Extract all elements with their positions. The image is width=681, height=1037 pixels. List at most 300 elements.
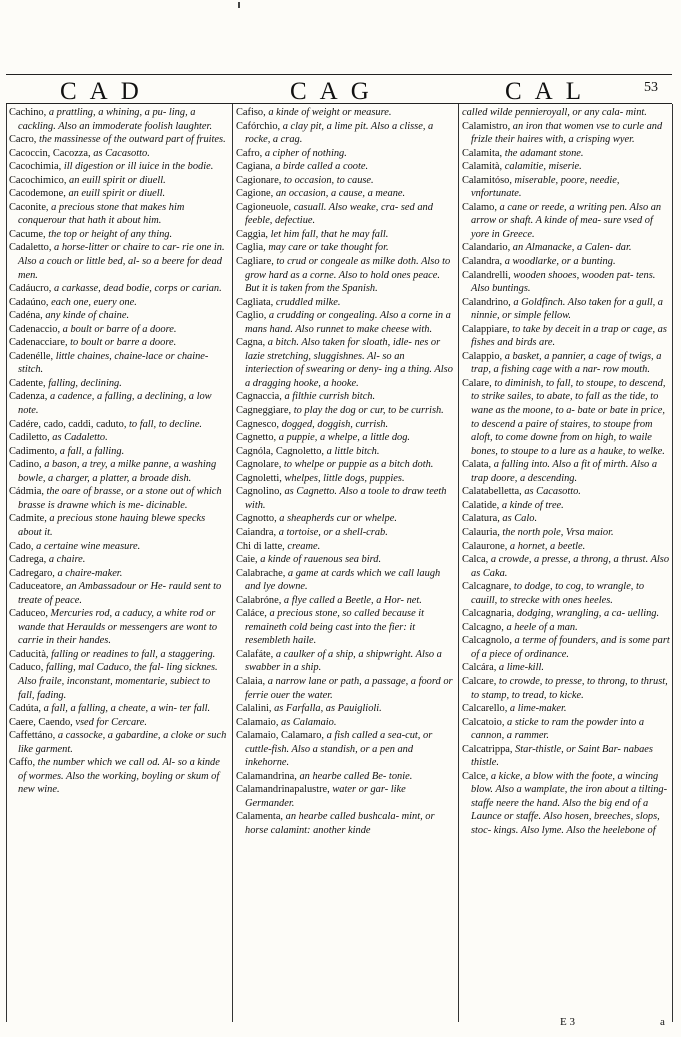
- entry-headword: Cadúta,: [9, 703, 42, 715]
- entry-definition: as Cacasotto.: [90, 147, 150, 159]
- dictionary-entry: [236, 770, 454, 784]
- entry-headword: Cagnesco,: [236, 418, 279, 430]
- dictionary-entry: [462, 661, 670, 675]
- entry-headword: Calatura,: [462, 513, 500, 525]
- dictionary-entry: [462, 607, 670, 621]
- entry-definition: a caulker of a ship, a shipwright. Also a swabber in a ship.: [245, 648, 442, 674]
- entry-headword: Calcarello,: [462, 703, 508, 715]
- dictionary-entry: [9, 418, 228, 432]
- dictionary-entry: [9, 336, 228, 350]
- entry-headword: Cadimento,: [9, 445, 58, 457]
- dictionary-entry: [462, 120, 670, 147]
- entry-headword: Calauria,: [462, 526, 500, 538]
- entry-headword: Cadmite,: [9, 513, 47, 525]
- entry-definition: a chaire.: [46, 554, 86, 566]
- entry-headword: Calcare,: [462, 675, 497, 687]
- catchword: a: [660, 1016, 665, 1028]
- entry-headword: Cacodemone,: [9, 188, 66, 200]
- entry-headword: Calandrelli,: [462, 269, 511, 281]
- dictionary-entry: [9, 390, 228, 417]
- entry-headword: Caie,: [236, 554, 258, 566]
- dictionary-entry: [462, 255, 670, 269]
- entry-definition: as Cagnetto. Also a toole to draw teeth with.: [245, 486, 447, 511]
- entry-headword: Caggia,: [236, 228, 269, 240]
- dictionary-entry: [236, 594, 454, 608]
- entry-definition: a hornet, a beetle.: [507, 540, 586, 552]
- entry-definition: the oare of brasse, or a stone out of which brasse is drawne which is me- dicinable.: [18, 486, 222, 511]
- dictionary-entry: [9, 485, 228, 512]
- entry-headword: Calcára,: [462, 662, 497, 674]
- entry-headword: Calamo,: [462, 201, 497, 213]
- entry-headword: Calcagnare,: [462, 581, 512, 593]
- entry-headword: Calamaio,: [236, 716, 279, 728]
- entry-headword: Caduceatore,: [9, 581, 64, 593]
- entry-headword: Cadrega,: [9, 554, 47, 566]
- entry-definition: the top or height of any thing.: [45, 228, 173, 240]
- column-rule-2: [458, 104, 459, 1022]
- entry-headword: Cagnolino,: [236, 486, 282, 498]
- dictionary-entry: [462, 553, 670, 580]
- dictionary-entry: [236, 160, 454, 174]
- dictionary-entry: [462, 675, 670, 702]
- entry-headword: Calce,: [462, 770, 489, 782]
- entry-headword: Cadenacciare,: [9, 337, 68, 349]
- entry-headword: Cagnotto,: [236, 513, 277, 525]
- dictionary-entry: [9, 160, 228, 174]
- entry-headword: Cadenaccio,: [9, 323, 61, 335]
- dictionary-entry: [236, 472, 454, 486]
- entry-headword: Calamandrinapalustre,: [236, 784, 330, 796]
- dictionary-entry: [462, 201, 670, 242]
- dictionary-entry: [9, 607, 228, 648]
- entry-definition: dodging, wrangling, a ca- uelling.: [514, 608, 660, 620]
- dictionary-entry: [236, 810, 454, 837]
- dictionary-entry: [462, 296, 670, 323]
- dictionary-entry: [236, 228, 454, 242]
- entry-definition: may care or take thought for.: [265, 242, 389, 254]
- entry-definition: an hearbe called bushcala- mint, or horse calamint: another kinde: [245, 811, 435, 836]
- dictionary-entry: [9, 147, 228, 161]
- entry-definition: a cadence, a falling, a declining, a low note.: [18, 391, 212, 417]
- entry-headword: Calca,: [462, 554, 489, 566]
- entry-definition: an Ambassadour or He- rauld sent to treate of peace.: [18, 581, 222, 606]
- dictionary-entry: [236, 309, 454, 336]
- entry-definition: to fall, to decline.: [126, 418, 203, 430]
- header-rule: [6, 103, 672, 104]
- dictionary-entry: [236, 390, 454, 404]
- dictionary-entry: [9, 580, 228, 607]
- entry-headword: Cadenélle,: [9, 350, 54, 362]
- entry-headword: Cagioneuole,: [236, 201, 292, 213]
- entry-definition: any kinde of chaine.: [42, 310, 130, 322]
- entry-definition: the massinesse of the outward part of fruites.: [36, 134, 226, 146]
- dictionary-entry: [462, 702, 670, 716]
- dictionary-entry: [236, 174, 454, 188]
- dictionary-entry: [9, 431, 228, 445]
- entry-definition: a fall, a falling.: [57, 445, 125, 457]
- entry-headword: Cagnóla, Cagnoletto,: [236, 445, 325, 457]
- dictionary-entry: [9, 106, 228, 133]
- dictionary-entry: [9, 648, 228, 662]
- entry-headword: Calafáte,: [236, 648, 274, 660]
- dictionary-entry: [236, 567, 454, 594]
- entry-headword: Calcatrippa,: [462, 743, 513, 755]
- entry-headword: Cadregaro,: [9, 567, 55, 579]
- entry-headword: Cachino,: [9, 107, 47, 118]
- dictionary-entry: [462, 512, 670, 526]
- entry-definition: wooden shooes, wooden pat- tens. Also buntings.: [471, 269, 656, 295]
- entry-headword: Calandario,: [462, 242, 511, 254]
- entry-headword: Calabrache,: [236, 567, 286, 579]
- dictionary-entry: [462, 269, 670, 296]
- entry-definition: an euill spirit or diuell.: [66, 174, 166, 186]
- dictionary-entry: [236, 201, 454, 228]
- entry-definition: a heele of a man.: [503, 621, 578, 633]
- entry-headword: Cafro,: [236, 147, 263, 159]
- dictionary-entry: [462, 540, 670, 554]
- entry-definition: a fall, a falling, a cheate, a win- ter fall.: [41, 703, 211, 715]
- entry-definition: a bitch. Also taken for sloath, idle- nes or lazie stretching, sluggishnes. Al- so an interiection of swearing or deny- ing a thing. Also a dragging hooke, a hooke.: [245, 337, 453, 389]
- entry-headword: Calamitóso,: [462, 174, 512, 186]
- dictionary-entry: [462, 499, 670, 513]
- entry-definition: a kinde of rauenous sea bird.: [257, 554, 382, 566]
- entry-definition: a certaine wine measure.: [33, 540, 141, 552]
- entry-headword: Cacoccin, Cacozza,: [9, 147, 91, 159]
- entry-definition: creame.: [284, 540, 321, 552]
- dictionary-entry: [9, 296, 228, 310]
- entry-definition: a precious stone hauing blewe specks about it.: [18, 513, 206, 538]
- entry-headword: Cacochimia,: [9, 161, 62, 173]
- entry-definition: a bason, a trey, a milke panne, a washing bowle, a charger, a platter, a broade dish.: [18, 459, 217, 484]
- entry-definition: falling, declining.: [45, 377, 122, 389]
- entry-headword: Cagnoletti,: [236, 472, 282, 484]
- dictionary-entry: [9, 228, 228, 242]
- entry-definition: a kicke, a blow with the foote, a wincing blow. Also a wamplate, the iron about a tilting-staffe neere the hand. Also the big end of a Launce or staffe. Also hosen, breeches, slops, stoc- kings. Also lyme. Also the heelebone of: [471, 770, 668, 836]
- entry-definition: a flye called a Beetle, a Hor- net.: [281, 594, 422, 606]
- signature-mark: E 3: [560, 1016, 575, 1028]
- entry-definition: a little bitch.: [324, 445, 380, 457]
- entry-definition: each one, euery one.: [48, 296, 137, 308]
- entry-headword: Caglio,: [236, 310, 267, 322]
- entry-definition: to play the dog or cur, to be currish.: [291, 405, 444, 417]
- entry-headword: Caducità,: [9, 648, 49, 660]
- entry-headword: Cadaúno,: [9, 296, 49, 308]
- entry-headword: Calcatoio,: [462, 716, 505, 728]
- entry-definition: let him fall, that he may fall.: [268, 228, 389, 240]
- dictionary-entry: [236, 540, 454, 554]
- entry-definition: to occasion, to cause.: [281, 174, 374, 186]
- dictionary-entry: [462, 580, 670, 607]
- entry-definition: a puppie, a whelpe, a little dog.: [276, 432, 411, 444]
- entry-definition: a woodlarke, or a bunting.: [502, 256, 616, 268]
- entry-definition: miserable, poore, needie, vnfortunate.: [471, 174, 620, 200]
- entry-headword: Caffo,: [9, 757, 36, 769]
- entry-headword: Cagnolare,: [236, 459, 282, 471]
- dictionary-entry: [236, 106, 454, 120]
- dictionary-entry: [9, 350, 228, 377]
- entry-headword: Calaurone,: [462, 540, 508, 552]
- dictionary-entry: [462, 770, 670, 838]
- entry-definition: an Almanacke, a Calen- dar.: [510, 242, 632, 254]
- entry-headword: Cagnaccia,: [236, 391, 282, 403]
- dictionary-entry: [462, 377, 670, 458]
- entry-definition: little chaines, chaine-lace or chaine-stitch.: [18, 350, 209, 376]
- entry-definition: a boult or barre of a doore.: [60, 323, 177, 335]
- dictionary-entry: [236, 648, 454, 675]
- entry-headword: Cadente,: [9, 377, 46, 389]
- entry-definition: the adamant stone.: [502, 147, 584, 159]
- entry-definition: as Cacasotto.: [521, 486, 581, 498]
- entry-headword: Cagliata,: [236, 296, 274, 308]
- dictionary-entry: [9, 458, 228, 485]
- entry-headword: Cagiana,: [236, 161, 273, 173]
- entry-definition: water or gar- like Germander.: [245, 784, 406, 809]
- entry-headword: Cado,: [9, 540, 34, 552]
- dictionary-entry: [9, 323, 228, 337]
- entry-definition: a horse-litter or chaire to car- rie one in. Also a couch or little bed, al- so a beere for dead men.: [18, 242, 225, 281]
- dictionary-entry: [236, 607, 454, 648]
- entry-definition: a cane or reede, a writing pen. Also an arrow or shaft. A kinde of mea- sure vsed of yore in Greece.: [471, 201, 662, 240]
- entry-definition: a fish called a sea-cut, or cuttle-fish. Also a standish, or a pen and inkehorne.: [245, 730, 433, 769]
- entry-definition: a chaire-maker.: [54, 567, 123, 579]
- entry-definition: a lime-kill.: [496, 662, 544, 674]
- entry-definition: a filthie currish bitch.: [281, 391, 376, 403]
- dictionary-entry: [9, 133, 228, 147]
- entry-headword: Cadiletto,: [9, 432, 50, 444]
- entry-headword: Caconite,: [9, 201, 49, 213]
- entry-definition: dogged, doggish, currish.: [279, 418, 389, 430]
- dictionary-entry: [236, 512, 454, 526]
- entry-headword: Calcagnaria,: [462, 608, 515, 620]
- dictionary-entry: [9, 241, 228, 282]
- dictionary-entry: [236, 296, 454, 310]
- dictionary-entry: [9, 540, 228, 554]
- entry-headword: Caduco,: [9, 662, 44, 674]
- dictionary-entry: [236, 255, 454, 296]
- column-rule-left: [6, 104, 7, 1022]
- entry-definition: a crudding or congealing. Also a corne in a mans hand. Also runnet to make cheese with.: [245, 310, 451, 335]
- dictionary-entry: [236, 716, 454, 730]
- entry-definition: casuall. Also weake, cra- sed and feeble, defectiue.: [245, 201, 433, 227]
- margin-mark: [238, 2, 240, 8]
- entry-definition: a sheapherds cur or whelpe.: [276, 513, 397, 525]
- entry-headword: Caláce,: [236, 608, 267, 620]
- entry-headword: Caglia,: [236, 242, 266, 254]
- entry-definition: a birde called a coote.: [272, 161, 369, 173]
- entry-headword: Chi di latte,: [236, 540, 285, 552]
- entry-definition: a tortoise, or a shell-crab.: [276, 526, 388, 538]
- entry-definition: the number which we call od. Al- so a kinde of wormes. Also the working, boyling or skum of new wine.: [18, 757, 220, 796]
- entry-definition: the north pole, Vrsa maior.: [499, 526, 614, 538]
- entry-definition: to dodge, to cog, to wrangle, to cauill, to strecke with ones heeles.: [471, 581, 645, 606]
- dictionary-entry: [236, 553, 454, 567]
- entry-definition: as Calo.: [499, 513, 538, 525]
- entry-definition: Star-thistle, or Saint Bar- nabaes thistle.: [471, 743, 653, 769]
- dictionary-entry: [236, 675, 454, 702]
- dictionary-entry: [9, 309, 228, 323]
- dictionary-entry: [236, 458, 454, 472]
- entry-definition: as Calamaio.: [278, 716, 337, 728]
- entry-headword: Caiandra,: [236, 526, 277, 538]
- entry-headword: Cacochimico,: [9, 174, 67, 186]
- top-rule: [6, 74, 672, 75]
- entry-definition: a game at cards which we call laugh and lye downe.: [245, 567, 441, 593]
- entry-headword: Calandra,: [462, 256, 503, 268]
- entry-headword: Cagneggiare,: [236, 405, 292, 417]
- entry-headword: Calandrino,: [462, 296, 511, 308]
- entry-definition: vsed for Cercare.: [72, 716, 148, 728]
- running-head-center: CAG: [290, 78, 382, 105]
- column-3: [462, 106, 670, 1016]
- entry-definition: falling, mal Caduco, the fal- ling sicknes. Also fraile, inconstant, momentarie, subiect to fall, fading.: [18, 662, 218, 701]
- entry-headword: Calamita,: [462, 147, 503, 159]
- entry-headword: Cagionare,: [236, 174, 282, 186]
- entry-headword: Calamità,: [462, 161, 503, 173]
- dictionary-entry: [236, 404, 454, 418]
- entry-definition: a basket, a pannier, a cage of twigs, a trap, a fishing cage with a nar- row mouth.: [471, 350, 662, 376]
- running-head-left: CAD: [60, 78, 152, 105]
- entry-definition: a cassocke, a gabardine, a cloke or such like garment.: [18, 730, 227, 755]
- entry-headword: Calcagnolo,: [462, 635, 512, 647]
- entry-definition: to take by deceit in a trap or cage, as fishes and birds are.: [471, 323, 667, 349]
- entry-headword: Cádmia,: [9, 486, 44, 498]
- dictionary-entry: [462, 716, 670, 743]
- dictionary-entry: [462, 106, 670, 120]
- dictionary-entry: [236, 187, 454, 201]
- dictionary-entry: [462, 485, 670, 499]
- entry-definition: a precious stone that makes him conquerour that hath it about him.: [18, 201, 185, 227]
- entry-definition: a cipher of nothing.: [262, 147, 347, 159]
- dictionary-entry: [462, 621, 670, 635]
- dictionary-entry: [9, 567, 228, 581]
- dictionary-entry: [236, 418, 454, 432]
- dictionary-entry: [462, 526, 670, 540]
- dictionary-entry: [9, 187, 228, 201]
- column-rule-1: [232, 104, 233, 1022]
- dictionary-entry: [236, 241, 454, 255]
- entry-definition: cruddled milke.: [273, 296, 341, 308]
- entry-headword: Cadáucro,: [9, 283, 52, 295]
- dictionary-entry: [462, 634, 670, 661]
- entry-definition: falling or readines to fall, a staggering.: [48, 648, 216, 660]
- dictionary-entry: [9, 445, 228, 459]
- dictionary-entry: [462, 458, 670, 485]
- dictionary-entry: [236, 485, 454, 512]
- entry-definition: a clay pit, a lime pit. Also a clisse, a rocke, a crag.: [245, 120, 434, 146]
- dictionary-entry: [9, 553, 228, 567]
- entry-definition: a Goldfinch. Also taken for a gull, a ninnie, or simple fellow.: [471, 296, 663, 322]
- entry-definition: a precious stone, so called because it remaineth cold being cast into the fier: it resembleth haile.: [245, 608, 425, 647]
- entry-headword: Cacro,: [9, 134, 37, 146]
- dictionary-entry: [462, 743, 670, 770]
- entry-definition: a prattling, a whining, a pu- ling, a cackling. Also an immoderate foolish laughter.: [18, 107, 213, 132]
- page-number: 53: [644, 80, 658, 95]
- entry-definition: a carkasse, dead bodie, corps or carian.: [51, 283, 222, 295]
- entry-definition: as Farfalla, as Pauiglioli.: [271, 703, 382, 715]
- dictionary-entry: [9, 702, 228, 716]
- entry-definition: an hearbe called Be- tonie.: [296, 770, 413, 782]
- entry-definition: a falling into. Also a fit of mirth. Also a trap doore, a descending.: [471, 459, 658, 484]
- entry-definition: a lime-maker.: [507, 703, 567, 715]
- dictionary-entry: [9, 282, 228, 296]
- entry-headword: Cafórchio,: [236, 120, 281, 132]
- dictionary-entry: [462, 160, 670, 174]
- entry-definition: ill digestion or ill iuice in the bodie.: [61, 161, 214, 173]
- dictionary-entry: [9, 377, 228, 391]
- entry-headword: Calatide,: [462, 499, 500, 511]
- entry-headword: Cadaletto,: [9, 242, 52, 254]
- column-2: [236, 106, 454, 1016]
- entry-headword: Calamandrina,: [236, 770, 297, 782]
- entry-headword: Cagna,: [236, 337, 266, 349]
- entry-definition: a kinde of weight or measure.: [265, 107, 392, 118]
- dictionary-entry: [236, 526, 454, 540]
- entry-definition: calamitie, miserie.: [502, 161, 582, 173]
- dictionary-entry: [236, 702, 454, 716]
- dictionary-entry: [236, 120, 454, 147]
- column-rule-right: [672, 104, 673, 1022]
- entry-headword: Calappiare,: [462, 323, 510, 335]
- entry-definition: called wilde pennieroyall, or any cala- mint.: [462, 107, 647, 118]
- entry-headword: Calaia,: [236, 675, 266, 687]
- entry-definition: a sticke to ram the powder into a cannon, a rammer.: [471, 716, 645, 742]
- entry-headword: Calabróne,: [236, 594, 282, 606]
- running-head-right: CAL: [505, 78, 594, 105]
- dictionary-entry: [9, 729, 228, 756]
- entry-definition: to crud or congeale as milke doth. Also to grow hard as a corne. Also to hold ones peace. But it is taken from the Spanish.: [245, 256, 451, 295]
- entry-headword: Caere, Caendo,: [9, 716, 73, 728]
- entry-headword: Cagnetto,: [236, 432, 277, 444]
- dictionary-entry: [462, 147, 670, 161]
- entry-headword: Cadenza,: [9, 391, 48, 403]
- entry-headword: Calalini,: [236, 703, 272, 715]
- entry-headword: Cadéna,: [9, 310, 43, 322]
- dictionary-entry: [236, 431, 454, 445]
- entry-headword: Cadére, cado, caddi, caduto,: [9, 418, 127, 430]
- entry-headword: Calamaio, Calamaro,: [236, 730, 325, 742]
- dictionary-entry: [236, 147, 454, 161]
- entry-headword: Caffettáno,: [9, 730, 56, 742]
- entry-headword: Cagione,: [236, 188, 274, 200]
- dictionary-entry: [9, 756, 228, 797]
- dictionary-entry: [462, 350, 670, 377]
- entry-definition: a terme of founders, and is some part of a piece of ordinance.: [471, 635, 670, 660]
- entry-headword: Calappio,: [462, 350, 503, 362]
- dictionary-entry: [462, 174, 670, 201]
- entry-definition: to boult or barre a doore.: [67, 337, 177, 349]
- entry-definition: to diminish, to fall, to stoupe, to descend, to strike sailes, to abate, to fall as the tide, to wane as the moone, to a- bate or bate in price, to descend a paire of staires, to stoupe from aloft, to come downe from on high, to waile bones, to stoupe to a lure as a hauke, to welke.: [471, 377, 666, 457]
- dictionary-entry: [236, 336, 454, 390]
- entry-headword: Calcagno,: [462, 621, 504, 633]
- entry-headword: Cafiso,: [236, 107, 266, 118]
- entry-headword: Calamenta,: [236, 811, 284, 823]
- entry-headword: Calamistro,: [462, 120, 511, 132]
- entry-definition: a kinde of tree.: [499, 499, 564, 511]
- entry-headword: Calatabelletta,: [462, 486, 522, 498]
- entry-headword: Cacume,: [9, 228, 46, 240]
- entry-definition: an euill spirit or diuell.: [65, 188, 166, 200]
- entry-definition: Mercuries rod, a caducy, a white rod or wande that Heraulds or messengers are wont to carrie in their handes.: [18, 608, 218, 647]
- entry-headword: Caduceo,: [9, 608, 48, 620]
- dictionary-entry: [462, 323, 670, 350]
- dictionary-entry: [9, 201, 228, 228]
- entry-headword: Calare,: [462, 377, 492, 389]
- entry-definition: a crowde, a presse, a throng, a thrust. Also as Caka.: [471, 554, 670, 579]
- dictionary-entry: [236, 783, 454, 810]
- entry-headword: Calata,: [462, 459, 492, 471]
- entry-definition: an iron that women vse to curle and frizle their haires with, a crisping wyer.: [471, 120, 663, 146]
- entry-definition: as Cadaletto.: [49, 432, 108, 444]
